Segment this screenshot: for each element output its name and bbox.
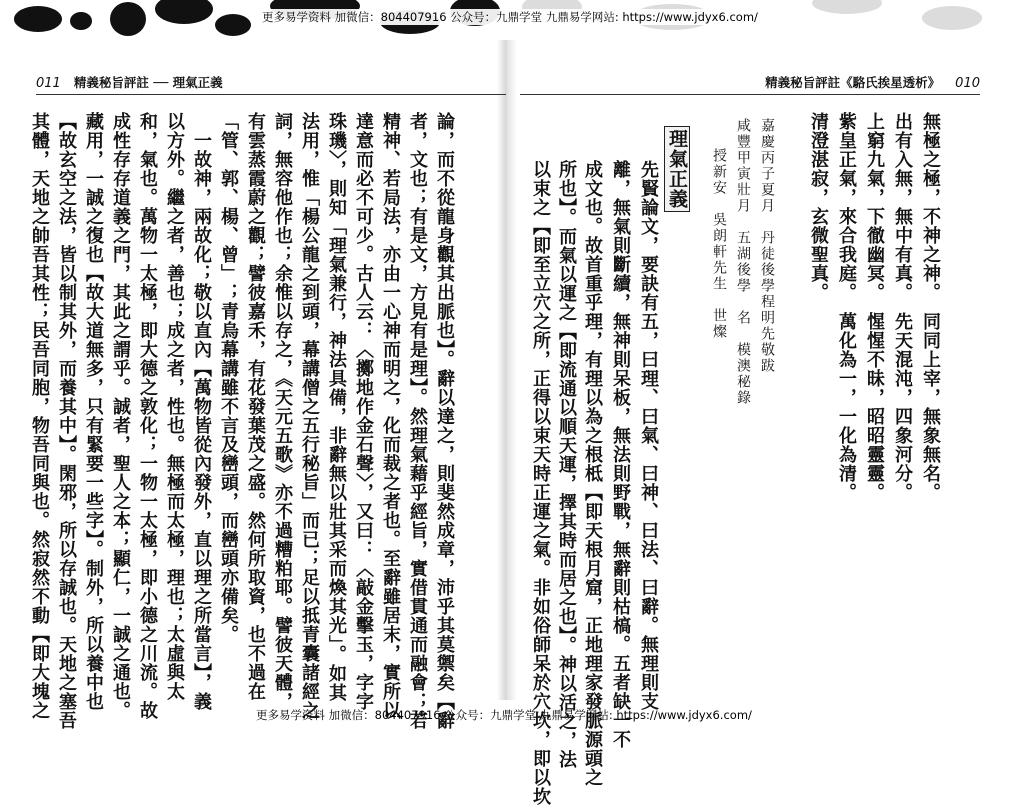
- left-column-4: 達意而必不可少。古人云：〈擲地作金石聲〉，又曰：〈敲金擊玉，字字: [353, 112, 374, 711]
- left-column-1: 論，而不從龍身觀其出脈也】。辭以達之，則斐然成章，沛乎其莫禦矣【辭: [434, 112, 455, 730]
- right-page-number: 010: [955, 76, 980, 91]
- left-column-7: 詞，無容他作也；余惟以存之，《天元五歌》亦不過糟粕耶。譬彼天體，: [272, 112, 293, 711]
- right-column-10: 先賢論文，要訣有五，曰理、曰氣、曰神、曰法、曰辭。無理則支: [638, 160, 659, 711]
- left-column-10: 一故神，兩故化；敬以直內【萬物皆從內發外，直以理之所當言】，義: [191, 112, 212, 711]
- left-page-header: [36, 72, 506, 95]
- left-column-13: 成性存存道義之門，其此之謂乎。誠者，聖人之本；顯仁，一誠之通也。: [110, 112, 131, 720]
- book-spine-gutter: [497, 40, 517, 700]
- right-column-4: 出有入無，無中有真。 先天混沌，四象河分。: [892, 112, 913, 502]
- left-column-5: 珠璣〉，則知「理氣兼行，神法具備，非辭無以壯其采而煥其光」。如其: [326, 112, 347, 702]
- left-column-11: 以方外。繼之者，善也；成之者，性也。無極而太極，理也；太虛與太: [164, 112, 185, 701]
- right-column-2: 紫皇正氣，來合我庭。 萬化為一，一化為清。: [836, 112, 857, 502]
- right-column-12: 成文也。故首重乎理，有理以為之根柢【即天根月窟，正地理家發脈源頭之: [582, 160, 603, 787]
- right-column-3: 上窮九氣，下徹幽冥。 惺惺不昧，昭昭靈靈。: [864, 112, 885, 502]
- right-header-title: 精義秘旨評註《駱氏挨星透析》: [765, 75, 941, 90]
- right-column-1: 清澄湛寂，玄微聖真。: [808, 112, 829, 302]
- left-column-2: 者，文也；有是文，方見有是理】。然理氣藉乎經旨，實借貫通而融會；若: [407, 112, 428, 730]
- right-column-7: 咸豐甲寅壯月 五湖後學 名 模澳秘錄: [735, 118, 751, 406]
- left-column-9: 「管、郭、楊、曾」；青烏幕講雖不言及巒頭，而巒頭亦備矣。: [218, 112, 239, 644]
- right-column-8: 授新安 吳朗軒先生 世燦: [711, 148, 727, 340]
- watermark-top: 更多易学资料 加微信：804407916 公众号：九鼎学堂 九鼎易学网站: https://www.jdyx6.com/: [256, 9, 764, 25]
- watermark-bottom: 更多易学资料 加微信：804407916 公众号：九鼎学堂 九鼎易学网站: https://www.jdyx6.com/: [256, 708, 752, 722]
- right-column-5: 無極之極，不神之神。 同同上宰，無象無名。: [920, 112, 941, 502]
- left-column-15: 【故玄空之法，皆以制其外，而養其中】。閑邪，所以存誠也。天地之塞吾: [56, 112, 77, 730]
- section-title-box: 理氣正義: [664, 126, 690, 212]
- right-page-header: [520, 72, 980, 95]
- left-column-8: 有雲蒸霞蔚之觀；譬彼嘉禾，有花發葉茂之盛。然何所取資，也不過在: [245, 112, 266, 701]
- left-column-6: 法用，惟「楊公龍之到頭，幕講僧之五行秘旨」而已；足以抵青囊諸經之: [299, 112, 320, 720]
- right-column-6: 嘉慶丙子夏月 丹徒後學程明先敬跋: [759, 118, 775, 374]
- right-column-14: 以束之【即至立穴之所，正得以束天時正運之氣。非如俗師呆於穴坎，即以坎: [530, 160, 551, 806]
- left-column-12: 和，氣也。萬物一太極，即大德之敦化；一物一太極，即小德之川流。故: [137, 112, 158, 720]
- right-column-13: 所也】。而氣以運之【即流通以順天運，擇其時而居之也】。神以活之，法: [556, 160, 577, 769]
- left-header-title: 精義秘旨評註 ── 理氣正義: [73, 75, 223, 90]
- left-column-16: 其體，天地之帥吾其性；民吾同胞，物吾同與也。然寂然不動【即大塊之: [29, 112, 50, 720]
- right-column-11: 離，無氣則斷續，無神則呆板，無法則野戰，無辭則枯槁。五者缺一不: [610, 160, 631, 749]
- left-column-3: 精神、若局法，亦由一心神而明之，化而裁之者也。至辭雖居末，實所以: [380, 112, 401, 720]
- left-column-14: 藏用，一誠之復也【故大道無多，只有緊要一些字】。制外，所以養中也: [83, 112, 104, 711]
- left-page-number: 011: [36, 76, 61, 91]
